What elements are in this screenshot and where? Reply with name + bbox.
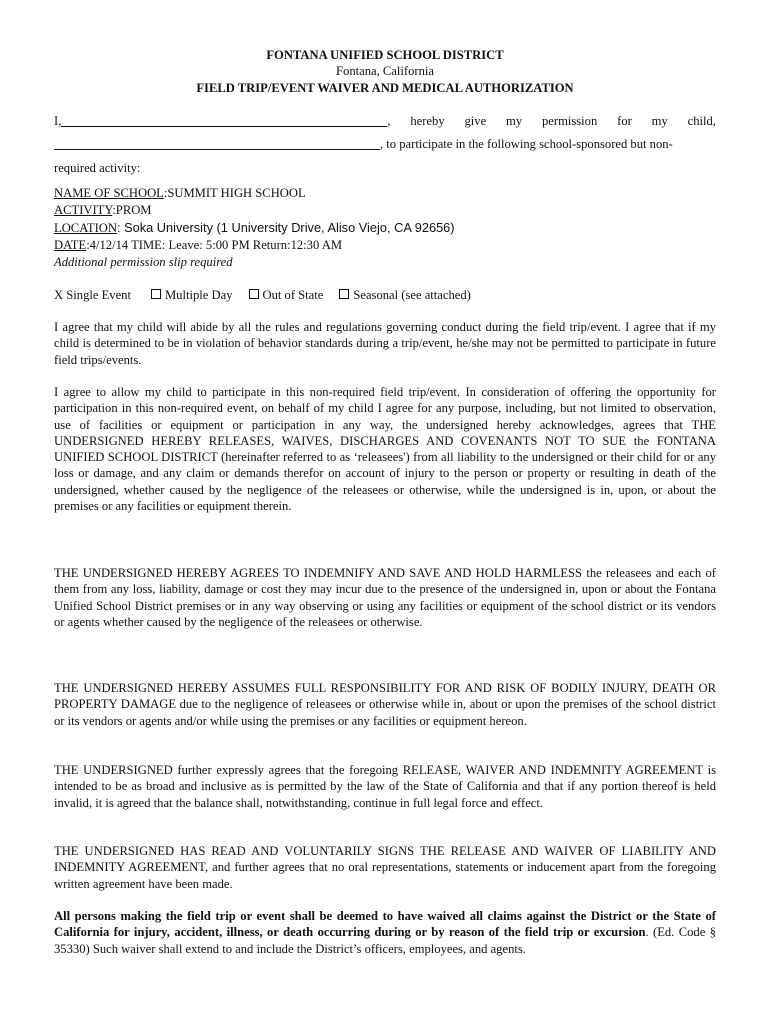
parent-name-field[interactable]: [61, 113, 387, 127]
permission-mid: , hereby give my permission for my child,: [387, 114, 716, 128]
option-label: Out of State: [262, 288, 324, 302]
option-label: Single Event: [66, 288, 131, 302]
paragraph-ed-code: [54, 908, 716, 957]
parent-name-line: [54, 113, 716, 130]
checkbox-icon[interactable]: [339, 289, 349, 299]
school-value: :SUMMIT HIGH SCHOOL: [163, 186, 306, 200]
option-multiple-day[interactable]: [151, 287, 233, 303]
activity-details: [54, 185, 455, 271]
option-seasonal[interactable]: [339, 287, 470, 303]
option-label: Multiple Day: [164, 288, 233, 302]
activity-value: :PROM: [112, 203, 152, 217]
permission-slip-note: Additional permission slip required: [54, 255, 233, 269]
paragraph-release: I agree to allow my child to participate in this non-required field trip/event. In consideration of offering the opportunity for participation in this non-required event, on behalf of my child I agree for any purpose, including, but not limited to observation, use of facilities or equipment or participation in any way, the undersigned hereby acknowledges, agrees that THE UNDERSIGNED HEREBY RELEASES, WAIVES, DISCHARGES AND COVENANTS NOT TO SUE the FONTANA UNIFIED SCHOOL DISTRICT (hereinafter referred to as ‘releasees') from all liability to the undersigned or their child for or any loss or damage, and any claim or demands therefor on account of injury to the person or property or resulting in death of the undersigned, whether caused by the negligence of the releasees or otherwise, while the undersigned is in, upon, or about the premises or any facilities or equipment therein.: [54, 385, 716, 514]
paragraph-conduct: I agree that my child will abide by all the rules and regulations governing conduct during the field trip/event. I agree that if my child is determined to be in violation of behavior standards during a trip/event, he/she may not be permitted to participate in future field trips/events.: [54, 320, 716, 367]
paragraph-responsibility: THE UNDERSIGNED HEREBY ASSUMES FULL RESPONSIBILITY FOR AND RISK OF BODILY INJURY, DEATH OR PROPERTY DAMAGE due to the negligence of releasees or otherwise while in, about or upon the premises of the school district or its vendors or agents and/or while using the premises or any facilities or equipment hereon.: [54, 681, 716, 728]
option-single-event[interactable]: [54, 287, 131, 303]
paragraph-voluntary: THE UNDERSIGNED HAS READ AND VOLUNTARILY SIGNS THE RELEASE AND WAIVER OF LIABILITY AND INDEMNITY AGREEMENT, and further agrees that no oral representations, statements or inducement apart from the foregoing written agreement have been made.: [54, 844, 716, 891]
activity-label: ACTIVITY: [54, 203, 113, 217]
option-out-of-state[interactable]: [249, 287, 324, 303]
checkbox-icon[interactable]: [151, 289, 161, 299]
school-label: NAME OF SCHOOL: [54, 186, 164, 200]
location-value: : Soka University (1 University Drive, Aliso Viejo, CA 92656): [116, 220, 455, 235]
date-value: :4/12/14 TIME: Leave: 5:00 PM Return:12:30 AM: [86, 238, 343, 252]
permission-prefix: I,: [54, 114, 62, 128]
event-type-options: [54, 287, 487, 303]
paragraph-agreement: THE UNDERSIGNED further expressly agrees that the foregoing RELEASE, WAIVER AND INDEMNITY AGREEMENT is intended to be as broad and inclusive as is permitted by the law of the State of California and that if any portion thereof is held invalid, it is agreed that the balance shall, notwithstanding, continue in full legal force and effect.: [54, 763, 716, 810]
child-name-field[interactable]: [54, 136, 380, 150]
district-location: Fontana, California: [336, 64, 434, 78]
x-mark: X: [54, 288, 64, 302]
form-title: FIELD TRIP/EVENT WAIVER AND MEDICAL AUTHORIZATION: [196, 81, 574, 95]
ed-code-bold: All persons making the field trip or event shall be deemed to have waived all claims against the District or the State of California for injury, accident, illness, or death occurring during or by reason of the field trip or excursion: [54, 909, 716, 940]
permission-suffix: , to participate in the following school-sponsored but non-: [380, 137, 673, 151]
location-label: LOCATION: [54, 221, 117, 235]
child-name-line: [54, 136, 716, 153]
checkbox-icon[interactable]: [249, 289, 259, 299]
permission-cont: required activity:: [54, 161, 141, 175]
date-label: DATE: [54, 238, 87, 252]
district-name: FONTANA UNIFIED SCHOOL DISTRICT: [266, 48, 504, 62]
paragraph-indemnify: THE UNDERSIGNED HEREBY AGREES TO INDEMNIFY AND SAVE AND HOLD HARMLESS the releasees and each of them from any loss, liability, damage or cost they may incur due to the presence of the undersigned in, upon or about the Fontana Unified School District premises or in any way observing or using any facilities or equipment of the school district or its vendors or agents whether caused by the negligence of the releasees or otherwise.: [54, 566, 716, 629]
option-label: Seasonal (see attached): [353, 288, 471, 302]
ed-code-rest: . (Ed. Code § 35330) Such waiver shall extend to and include the District’s officers, employees, and agents.: [54, 925, 716, 956]
